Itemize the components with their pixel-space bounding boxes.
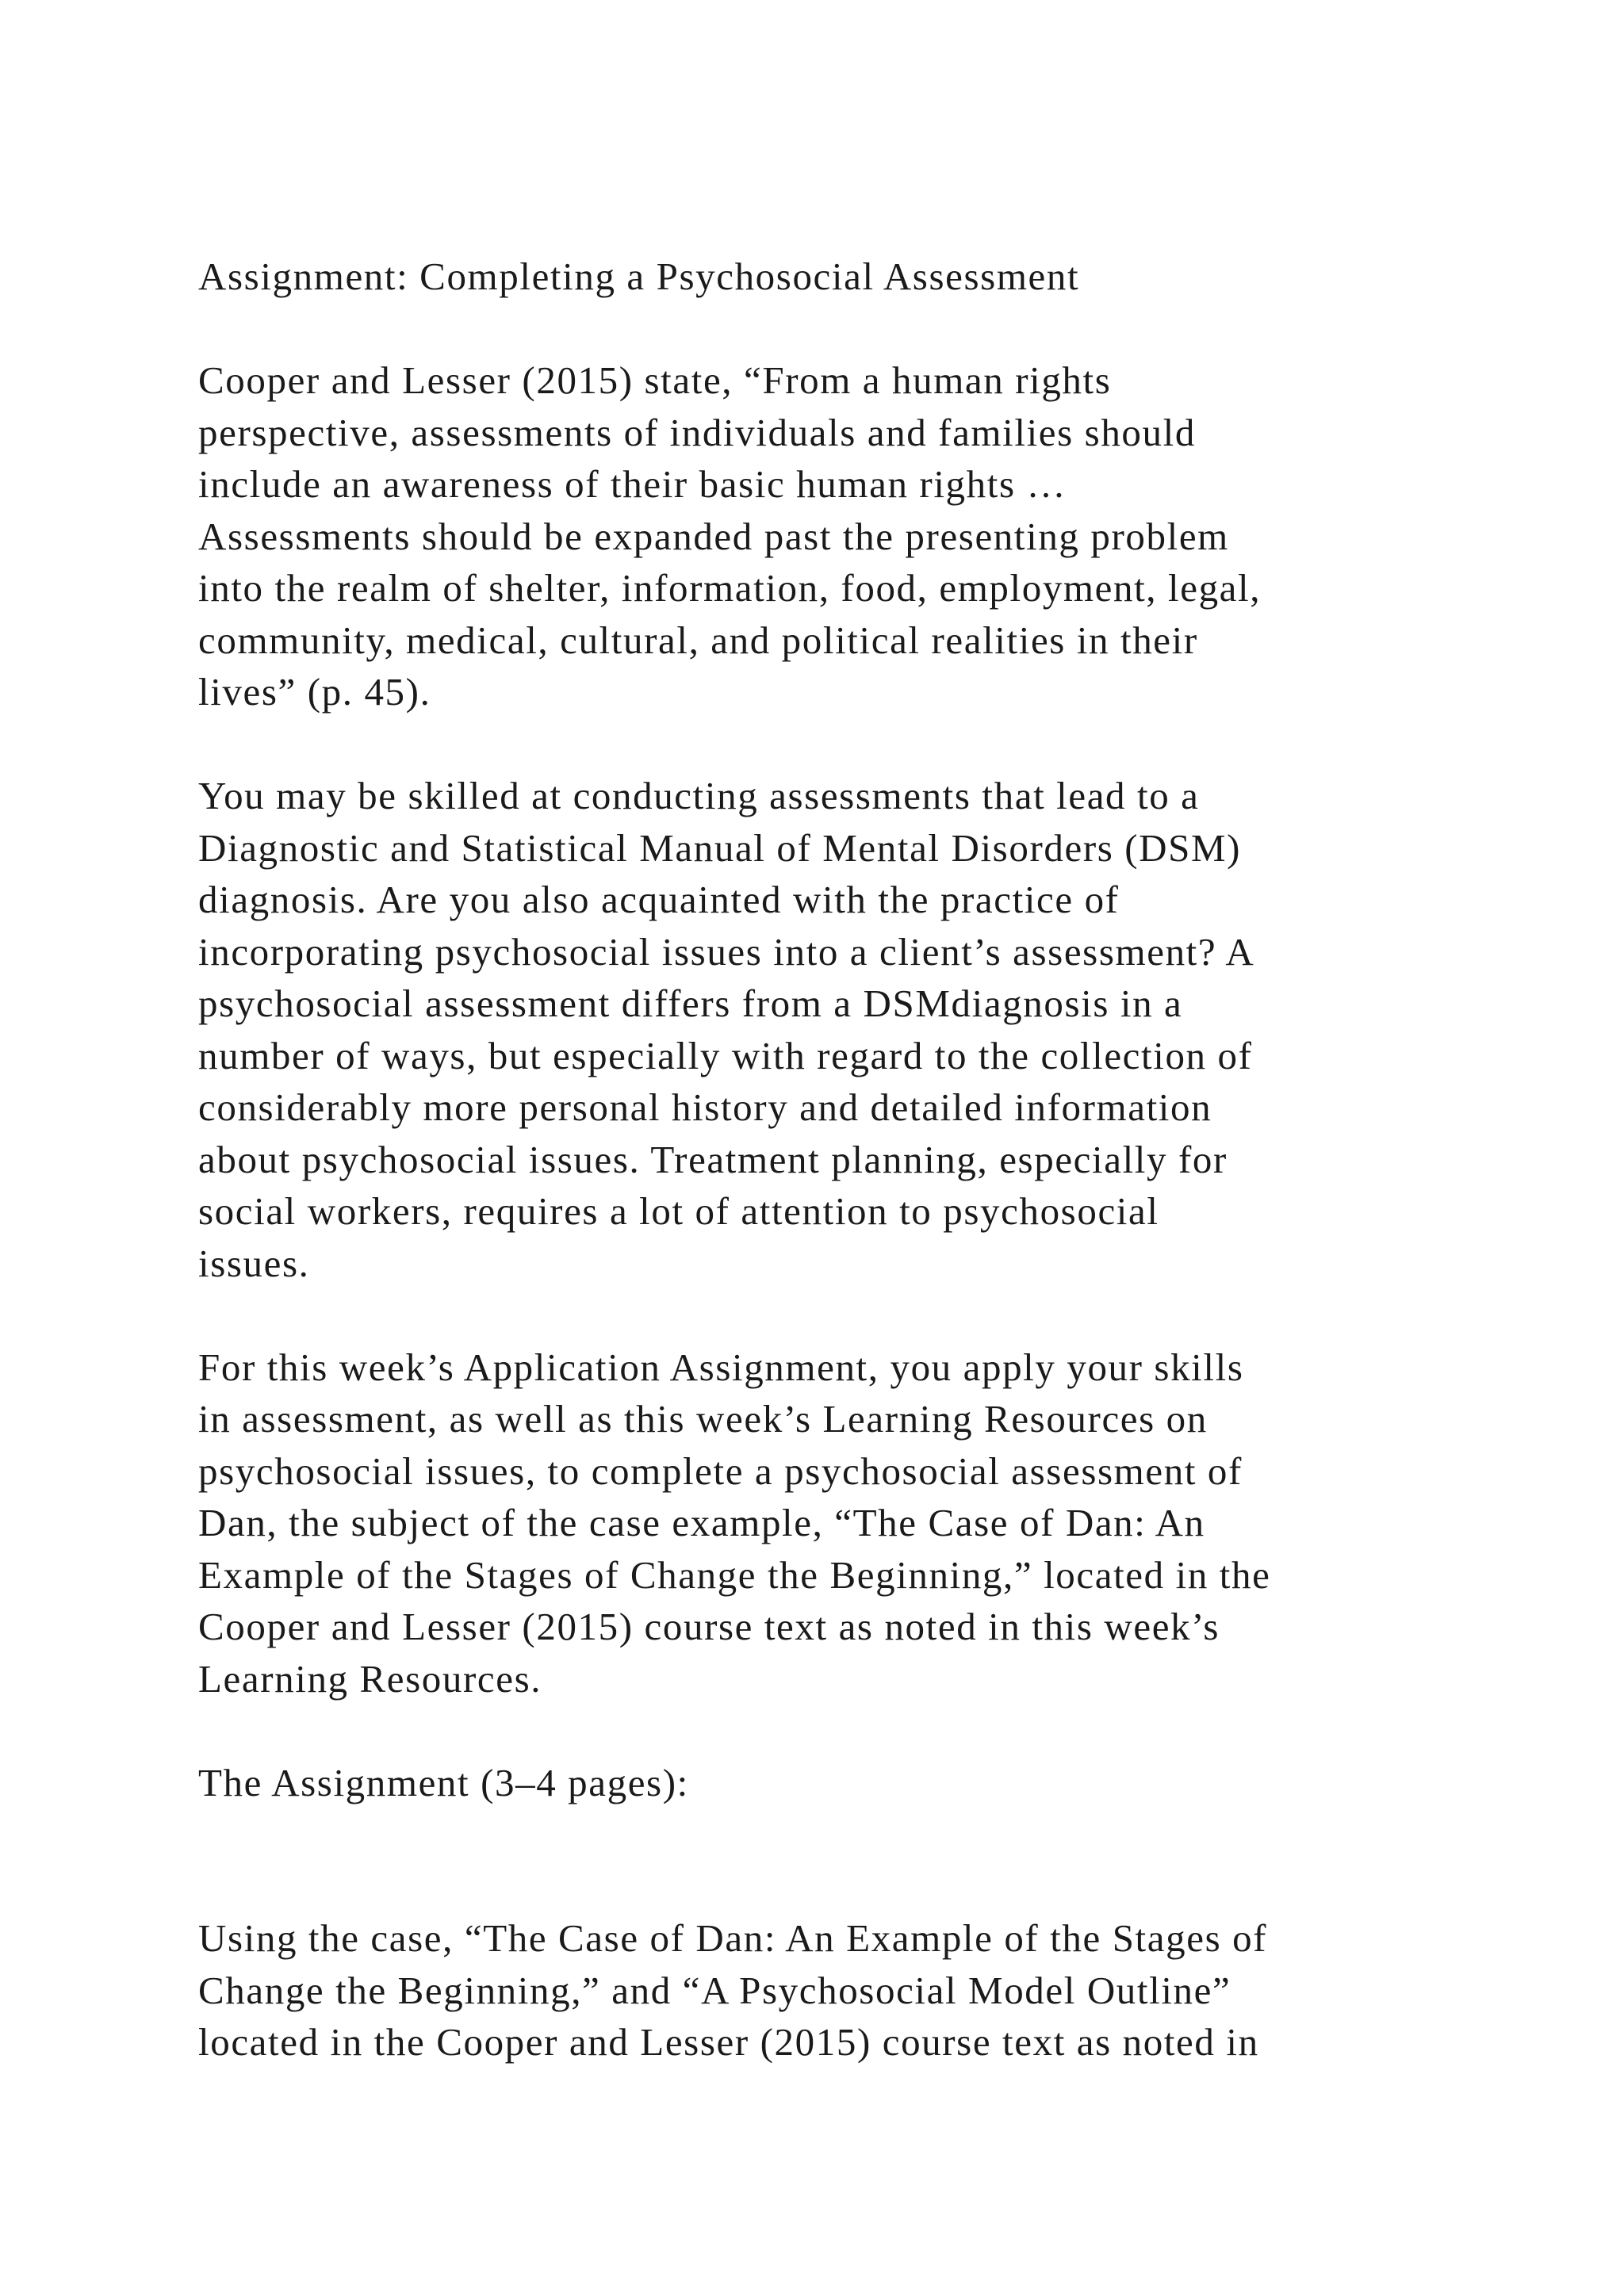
paragraph-line: Cooper and Lesser (2015) course text as noted in this week’s [198,1605,1220,1648]
paragraph-line: perspective, assessments of individuals and families should [198,410,1196,454]
paragraph-line: diagnosis. Are you also acquainted with the practice of [198,878,1120,921]
paragraph-spacer [198,1705,1546,1757]
paragraph-spacer [198,1808,1546,1912]
paragraph-line: Diagnostic and Statistical Manual of Mental Disorders (DSM) [198,825,1242,870]
paragraph-using-the-case [198,1912,1546,2068]
paragraph-line: Learning Resources. [198,1656,542,1701]
paragraph-line: You may be skilled at conducting assessments that lead to a [198,774,1200,817]
paragraph-line: Dan, the subject of the case example, “The Case of Dan: An [198,1501,1205,1544]
document-title: Assignment: Completing a Psychosocial Assessment [198,254,1080,298]
paragraph-line: Cooper and Lesser (2015) state, “From a human rights [198,358,1112,402]
paragraph-spacer [198,1289,1546,1341]
paragraph-line: social workers, requires a lot of attention to psychosocial [198,1189,1159,1233]
paragraph-line: Assessments should be expanded past the presenting problem [198,514,1229,558]
paragraph-line: into the realm of shelter, information, food, employment, legal, [198,566,1262,610]
paragraph-line: issues. [198,1241,310,1285]
paragraph-line: For this week’s Application Assignment, you apply your skills [198,1345,1244,1389]
paragraph-line: incorporating psychosocial issues into a client’s assessment? A [198,929,1255,974]
paragraph-line: lives” (p. 45). [198,670,431,714]
paragraph-line: number of ways, but especially with regard to the collection of [198,1033,1253,1077]
document-body [198,251,1546,2068]
paragraph-dsm-diagnosis [198,770,1546,1289]
paragraph-line: community, medical, cultural, and political realities in their [198,618,1198,662]
paragraph-line: in assessment, as well as this week’s Learning Resources on [198,1397,1208,1441]
paragraph-spacer [198,303,1546,355]
paragraph-line: include an awareness of their basic human rights … [198,462,1067,506]
paragraph-human-rights-quote [198,354,1546,718]
paragraph-line: about psychosocial issues. Treatment planning, especially for [198,1137,1228,1181]
paragraph-application-assignment [198,1341,1546,1705]
paragraph-line: considerably more personal history and detailed information [198,1085,1212,1129]
paragraph-line: Using the case, “The Case of Dan: An Example of the Stages of [198,1916,1268,1960]
paragraph-line: psychosocial issues, to complete a psychosocial assessment of [198,1448,1243,1493]
assignment-heading: The Assignment (3–4 pages): [198,1760,689,1804]
paragraph-line: located in the Cooper and Lesser (2015) course text as noted in [198,2020,1259,2064]
paragraph-line: Example of the Stages of Change the Beginning,” located in the [198,1552,1271,1597]
paragraph-spacer [198,718,1546,771]
paragraph-line: Change the Beginning,” and “A Psychosocial Model Outline” [198,1968,1231,2012]
paragraph-line: psychosocial assessment differs from a DSMdiagnosis in a [198,982,1183,1025]
